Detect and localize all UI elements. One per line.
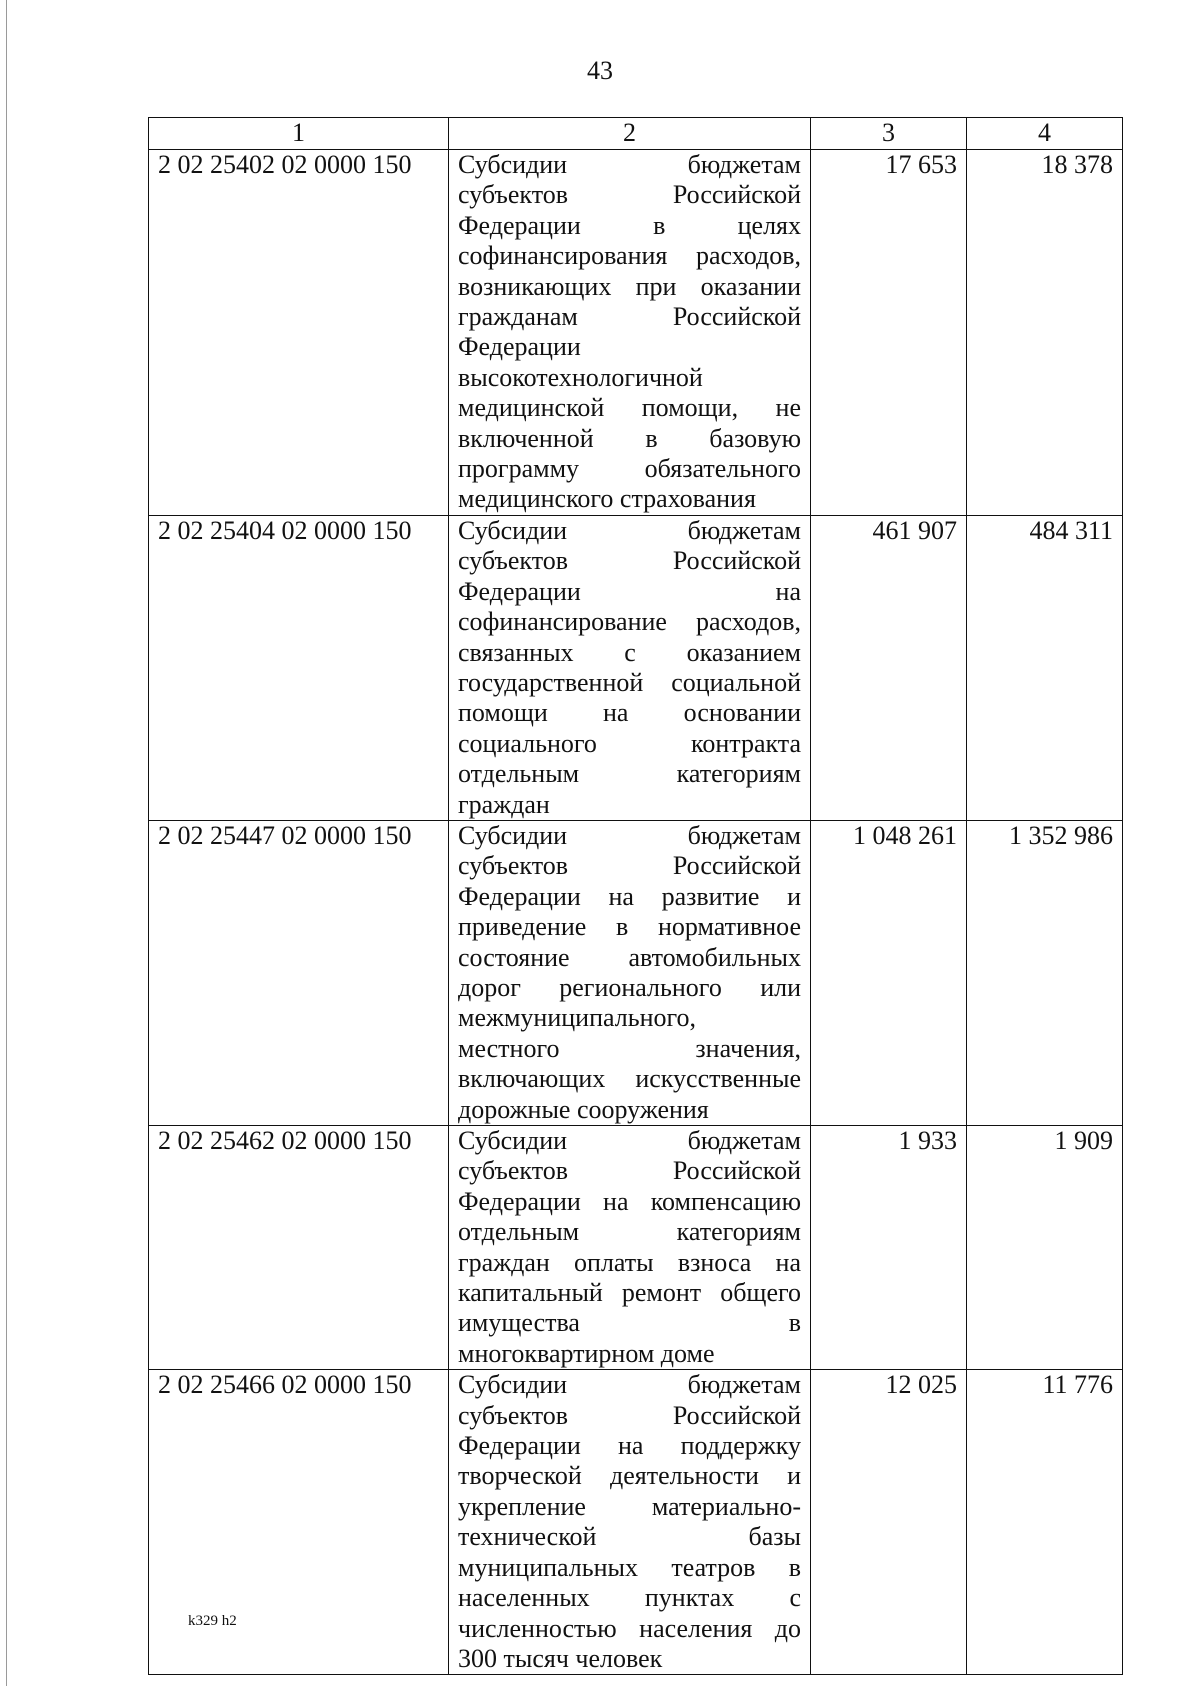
row-value-col4: 1 909 [967,1126,1123,1370]
row-code: 2 02 25466 02 0000 150 [149,1370,449,1675]
row-value-col4: 1 352 986 [967,820,1123,1125]
row-code: 2 02 25402 02 0000 150 [149,150,449,516]
row-value-col3: 461 907 [811,515,967,820]
table-row [149,1126,1123,1370]
header-row [149,118,1123,150]
row-code: 2 02 25447 02 0000 150 [149,820,449,1125]
header-col-3: 3 [811,118,967,150]
row-description: Субсидии бюджетам субъектов Российской Федерации в целях софинансирования расходов, возникающих при оказании гражданам Российской Федерации высокотехнологичной медицинской помощи, не включенной в базовую программу обязательного медицинского страхования [449,150,811,516]
table-row [149,820,1123,1125]
row-description: Субсидии бюджетам субъектов Российской Федерации на развитие и приведение в нормативное состояние автомобильных дорог регионального или межмуниципального, местного значения, включающих искусственные дорожные сооружения [449,820,811,1125]
row-code: 2 02 25404 02 0000 150 [149,515,449,820]
row-value-col3: 1 048 261 [811,820,967,1125]
row-value-col3: 1 933 [811,1126,967,1370]
header-col-1: 1 [149,118,449,150]
table-row [149,1370,1123,1675]
row-code: 2 02 25462 02 0000 150 [149,1126,449,1370]
table-header [149,118,1123,150]
left-margin-rule [6,0,7,1686]
table-row [149,150,1123,516]
footer-document-code: k329 h2 [188,1613,237,1629]
row-value-col4: 18 378 [967,150,1123,516]
page-number: 43 [587,56,613,85]
row-description: Субсидии бюджетам субъектов Российской Федерации на поддержку творческой деятельности и укрепление материально-технической базы муниципальных театров в населенных пунктах с численностью населения до 300 тысяч человек [449,1370,811,1675]
table-body [149,150,1123,1675]
row-value-col4: 484 311 [967,515,1123,820]
header-col-2: 2 [449,118,811,150]
row-value-col3: 17 653 [811,150,967,516]
table-row [149,515,1123,820]
row-description: Субсидии бюджетам субъектов Российской Федерации на компенсацию отдельным категориям граждан оплаты взноса на капитальный ремонт общего имущества в многоквартирном доме [449,1126,811,1370]
header-col-4: 4 [967,118,1123,150]
row-value-col3: 12 025 [811,1370,967,1675]
row-value-col4: 11 776 [967,1370,1123,1675]
row-description: Субсидии бюджетам субъектов Российской Федерации на софинансирование расходов, связанных с оказанием государственной социальной помощи на основании социального контракта отдельным категориям граждан [449,515,811,820]
budget-table [148,117,1123,1675]
